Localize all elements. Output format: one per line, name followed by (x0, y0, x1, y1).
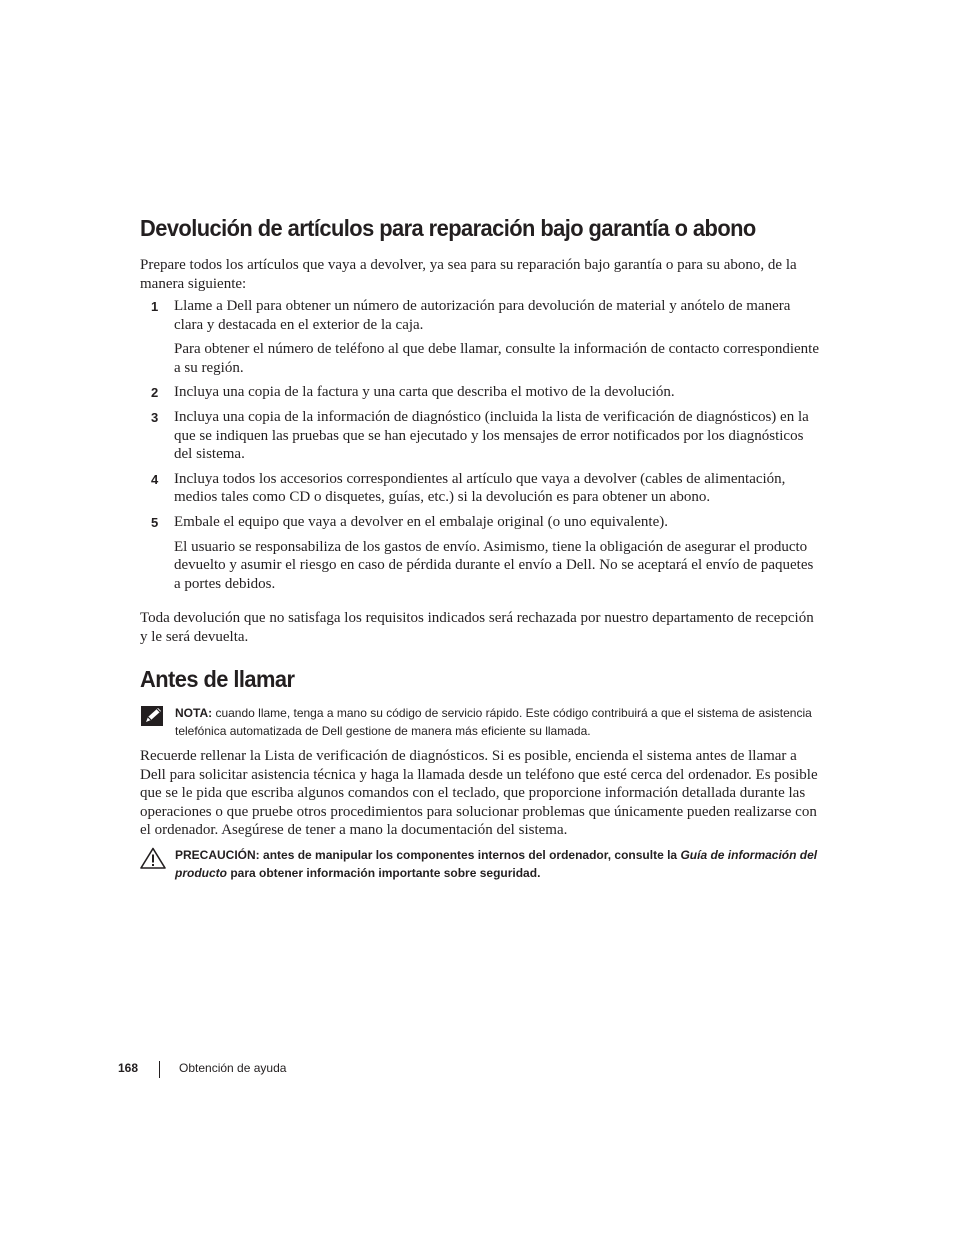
step-number: 5 (151, 514, 159, 530)
note-pencil-icon (140, 705, 166, 727)
caution-guide-title: Guía de información del producto (175, 848, 818, 880)
body-paragraph: Recuerde rellenar la Lista de verificación de diagnósticos. Si es posible, encienda el sistema antes de llamar a Dell para solicitar asistencia técnica y haga la llamada desde un teléfono que esté cerca del ordenador. Es posible que se le pida que escriba algunos comandos con el teclado, que proporcione información detallada durante las operaciones o que pruebe otros procedimientos para solucionar problemas que únicamente pueden realizarse con el ordenador. Asegúrese de tener a mano la documentación del sistema. (140, 748, 818, 839)
list-item-step-3 (140, 408, 820, 464)
step-number: 4 (151, 471, 159, 487)
footer-divider (159, 1061, 160, 1078)
note-text: cuando llame, tenga a mano su código de servicio rápido. Este código contribuirá a que el sistema de asistencia telefónica automatizada de Dell gestione de manera más eficiente su llamada. (175, 706, 812, 738)
list-item-step-5 (140, 513, 820, 593)
step-number: 2 (151, 385, 159, 401)
step-text: Incluya una copia de la factura y una carta que describa el motivo de la devolución. (174, 384, 675, 401)
caution-text: antes de manipular los componentes internos del ordenador, consulte la (263, 848, 678, 862)
section-heading-returns: Devolución de artículos para reparación bajo garantía o abono (140, 215, 756, 241)
note-callout (140, 705, 820, 740)
caution-callout (140, 847, 820, 882)
list-item-step-1 (140, 297, 820, 377)
step-number: 1 (151, 299, 159, 314)
caution-label: PRECAUCIÓN: (175, 848, 260, 862)
step-text: Embale el equipo que vaya a devolver en el embalaje original (o uno equivalente). (174, 513, 668, 530)
chapter-title: Obtención de ayuda (179, 1061, 287, 1075)
outro-paragraph: Toda devolución que no satisfaga los requisitos indicados será rechazada por nuestro departamento de recepción y le será devuelta. (140, 610, 814, 645)
step-number: 3 (151, 409, 159, 425)
warning-triangle-icon (140, 847, 166, 869)
step-subtext: Para obtener el número de teléfono al que debe llamar, consulte la información de contacto correspondiente a su región. (174, 341, 819, 376)
page-number: 168 (118, 1061, 139, 1075)
list-item-step-4 (140, 470, 820, 507)
step-text: Incluya una copia de la información de diagnóstico (incluida la lista de verificación de diagnósticos) en la que se indiquen las pruebas que se han ejecutado y los mensajes de error notificados por los diagnósticos del sistema. (174, 408, 809, 463)
returns-steps-list (140, 297, 820, 599)
step-text: Llame a Dell para obtener un número de autorización para devolución de material y anótelo de manera clara y destacada en el exterior de la caja. (174, 298, 791, 333)
step-subtext: El usuario se responsabiliza de los gastos de envío. Asimismo, tiene la obligación de asegurar el producto devuelto y asumir el riesgo en caso de pérdida durante el envío a Dell. No se aceptará el envío de paquetes a portes debidos. (174, 538, 814, 592)
list-item-step-2 (140, 383, 820, 402)
caution-text-end: para obtener información importante sobre seguridad. (230, 865, 541, 880)
note-label: NOTA: (175, 706, 213, 720)
section-heading-before-calling: Antes de llamar (140, 666, 295, 692)
intro-paragraph: Prepare todos los artículos que vaya a devolver, ya sea para su reparación bajo garantía o para su abono, de la manera siguiente: (140, 257, 797, 292)
step-text: Incluya todos los accesorios correspondientes al artículo que vaya a devolver (cables de alimentación, medios tales como CD o disquetes, guías, etc.) si la devolución es para obtener un abono. (174, 470, 786, 506)
